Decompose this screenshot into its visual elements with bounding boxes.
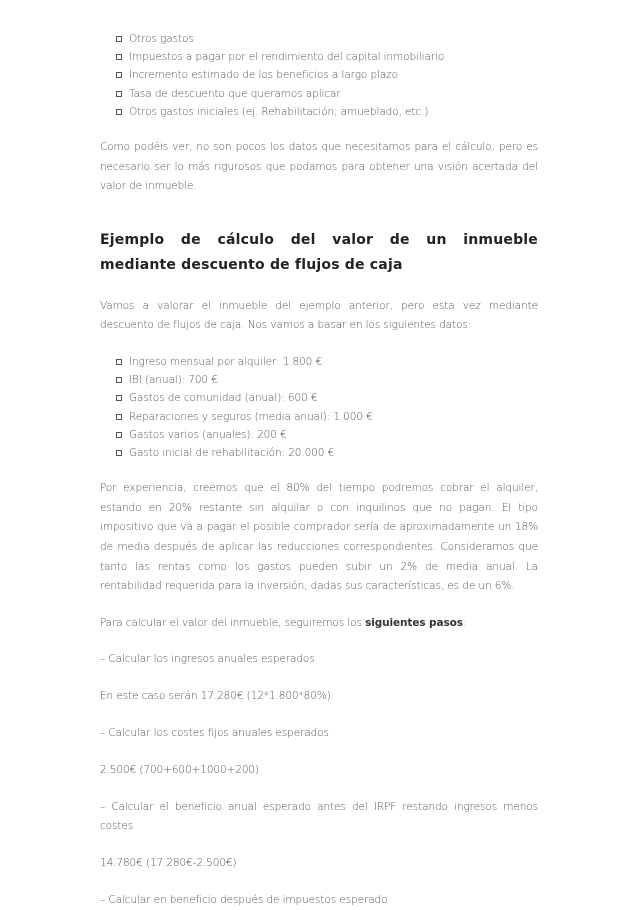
list-item: Incremento estimado de los beneficios a largo plazo xyxy=(116,66,538,84)
square-bullet-icon xyxy=(116,359,122,365)
list-item: Otros gastos iniciales (ej. Rehabilitación, amueblado, etc.) xyxy=(116,103,538,121)
required-data-list xyxy=(100,30,538,121)
step-line: – Calcular los costes fijos anuales esperados xyxy=(100,727,329,740)
step-line: – Calcular en beneficio después de impuestos esperado xyxy=(100,894,388,907)
list-item: Impuestos a pagar por el rendimiento del capital inmobiliario xyxy=(116,48,538,66)
step-line: – Calcular el beneficio anual esperado antes del IRPF restando ingresos menos costes xyxy=(100,801,538,833)
list-item: IBI (anual): 700 € xyxy=(116,371,538,389)
list-item: Gastos de comunidad (anual): 600 € xyxy=(116,389,538,407)
square-bullet-icon xyxy=(116,414,122,420)
list-item: Tasa de descuento que queramos aplicar xyxy=(116,85,538,103)
square-bullet-icon xyxy=(116,36,122,42)
square-bullet-icon xyxy=(116,432,122,438)
intro-paragraph: Como podéis ver, no son pocos los datos que necesitamos para el cálculo, pero es necesario ser lo más rigurosos que podamos para obtener una visión acertada del valor de inmueble. xyxy=(100,141,538,193)
step-line: En este caso serán 17.280€ (12*1.800*80%) xyxy=(100,690,331,703)
list-item: Reparaciones y seguros (media anual): 1.000 € xyxy=(116,408,538,426)
square-bullet-icon xyxy=(116,91,122,97)
step-line: 14.780€ (17.280€-2.500€) xyxy=(100,857,237,870)
steps-intro-paragraph: Para calcular el valor del inmueble, seguiremos los siguientes pasos: xyxy=(100,616,467,629)
square-bullet-icon xyxy=(116,54,122,60)
square-bullet-icon xyxy=(116,109,122,115)
list-item: Gasto inicial de rehabilitación: 20.000 € xyxy=(116,444,538,462)
list-item: Ingreso mensual por alquiler: 1.800 € xyxy=(116,353,538,371)
list-item: Gastos varios (anuales): 200 € xyxy=(116,426,538,444)
square-bullet-icon xyxy=(116,377,122,383)
assumptions-paragraph: Por experiencia, creemos que el 80% del tiempo podremos cobrar el alquiler, estando en 20% restante sin alquilar o con inquilinos que no pagan. El tipo impositivo que va a pagar el posible comprador sería de aproximadamente un 18% de media después de aplicar las reducciones correspondientes. Consideramos que tanto las rentas como los gastos pueden subir un 2% de media anual. La rentabilidad requerida para la inversión, dadas sus características, es de un 6%. xyxy=(100,482,538,593)
example-intro-paragraph: Vamos a valorar el inmueble del ejemplo anterior, pero esta vez mediante descuento de flujos de caja. Nos vamos a basar en los siguientes datos: xyxy=(100,299,538,332)
step-line: – Calcular los ingresos anuales esperados xyxy=(100,653,315,666)
square-bullet-icon xyxy=(116,72,122,78)
square-bullet-icon xyxy=(116,450,122,456)
example-data-list xyxy=(100,353,538,462)
square-bullet-icon xyxy=(116,395,122,401)
section-heading: Ejemplo de cálculo del valor de un inmueble mediante descuento de flujos de caja xyxy=(100,231,538,273)
bold-text: siguientes pasos xyxy=(365,616,463,629)
list-item: Otros gastos xyxy=(116,30,538,48)
step-line: 2.500€ (700+600+1000+200) xyxy=(100,764,260,777)
